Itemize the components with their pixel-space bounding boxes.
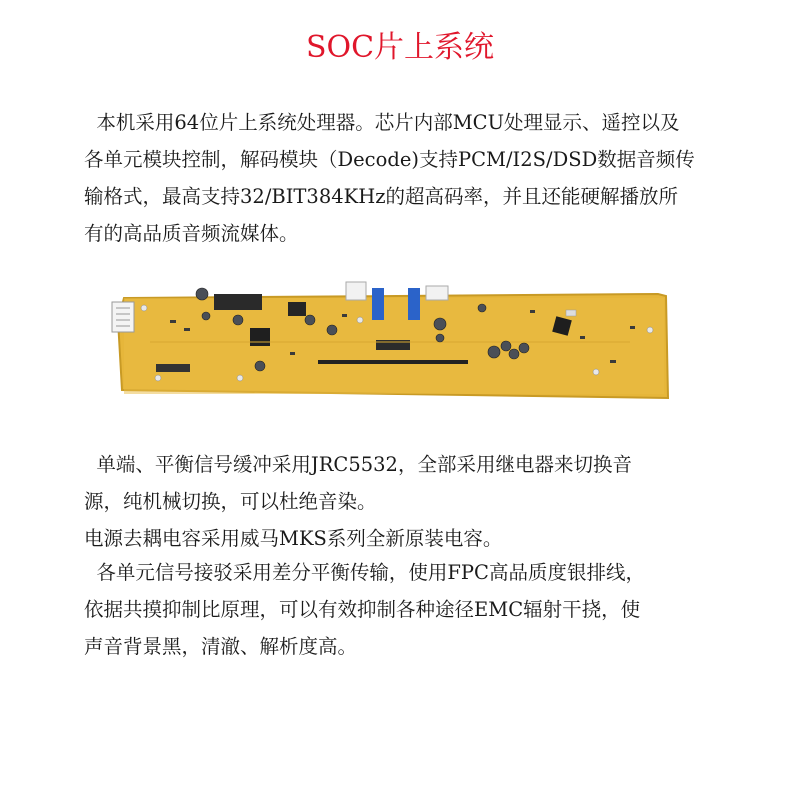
- capacitor: [488, 346, 500, 358]
- connector-left: [112, 302, 134, 332]
- ic-chip: [156, 364, 190, 372]
- board-slot: [318, 360, 468, 364]
- paragraph-buffer: [84, 446, 784, 557]
- ic-chip: [214, 294, 262, 310]
- capacitor: [436, 334, 444, 342]
- text-line: 输格式，最高支持32/BIT384KHz的超高码率，并且还能硬解播放所: [84, 185, 678, 208]
- capacitor: [327, 325, 337, 335]
- paragraph-signal: [84, 554, 784, 665]
- capacitor: [434, 318, 446, 330]
- text-line: 源，纯机械切换，可以杜绝音染。: [84, 490, 377, 513]
- capacitor: [509, 349, 519, 359]
- pcb-board-image: [110, 280, 670, 404]
- capacitor: [202, 312, 210, 320]
- text-line: 声音背景黑，清澈、解析度高。: [84, 635, 358, 658]
- capacitor: [478, 304, 486, 312]
- text-line: 电源去耦电容采用威马MKS系列全新原装电容。: [84, 527, 503, 550]
- connector-top: [426, 286, 448, 300]
- text-line: 各单元模块控制，解码模块（Decode)支持PCM/I2S/DSD数据音频传: [84, 148, 695, 171]
- text-line: 本机采用64位片上系统处理器。芯片内部MCU处理显示、遥控以及: [84, 111, 680, 134]
- ic-chip: [288, 302, 306, 316]
- connector-top: [346, 282, 366, 300]
- ic-chip: [250, 328, 270, 346]
- text-line: 各单元信号接驳采用差分平衡传输，使用FPC高品质度银排线，: [84, 561, 645, 584]
- capacitor: [519, 343, 529, 353]
- capacitor: [501, 341, 511, 351]
- text-line: 单端、平衡信号缓冲采用JRC5532，全部采用继电器来切换音: [84, 453, 632, 476]
- capacitor: [196, 288, 208, 300]
- text-line: 有的高品质音频流媒体。: [84, 222, 299, 245]
- ribbon-cable: [408, 288, 420, 320]
- paragraph-intro: [84, 104, 784, 252]
- text-line: 依据共摸抑制比原理，可以有效抑制各种途径EMC辐射干挠，使: [84, 598, 641, 621]
- ribbon-cable: [372, 288, 384, 320]
- capacitor: [255, 361, 265, 371]
- capacitor: [305, 315, 315, 325]
- page-title: SOC片上系统: [305, 30, 495, 65]
- capacitor: [233, 315, 243, 325]
